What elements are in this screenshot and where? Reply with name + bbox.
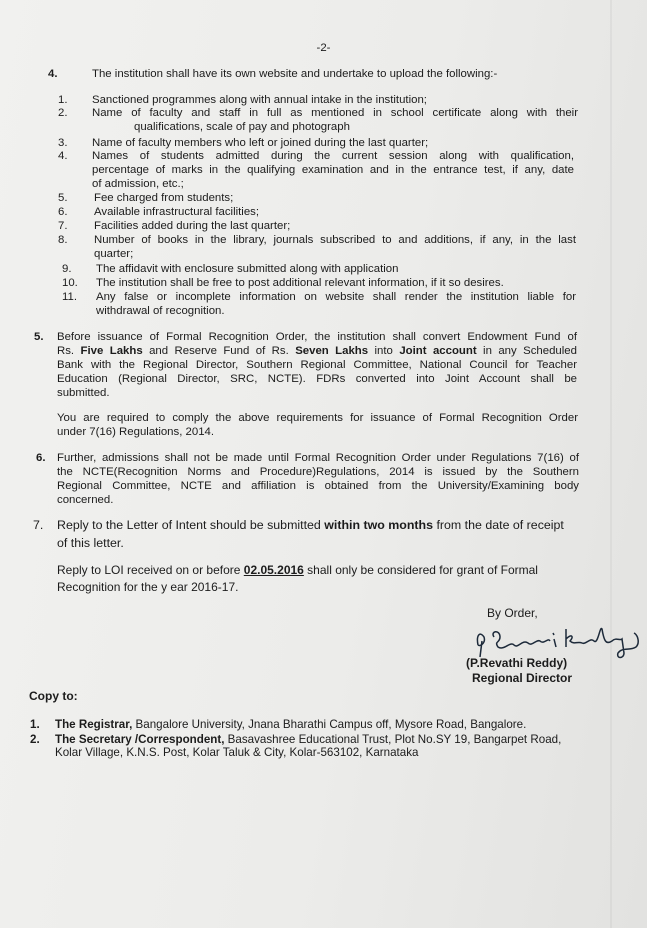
by-order: By Order, xyxy=(487,606,538,620)
list-item-continued: qualifications, scale of pay and photograph xyxy=(134,121,350,133)
list-item-number: 7. xyxy=(58,220,68,232)
clause-5-line: Education (Regional Director, SRC, NCTE). FDRs converted into Joint Account shall be xyxy=(57,373,577,385)
clause-5-line: Before issuance of Formal Recognition Order, the institution shall convert Endowment Fund of xyxy=(57,331,577,343)
list-item-number: 2. xyxy=(58,107,68,119)
list-item-continued: of admission, etc.; xyxy=(92,178,184,190)
list-item-continued: withdrawal of recognition. xyxy=(96,305,225,317)
signatory-name: (P.Revathi Reddy) xyxy=(466,656,568,670)
list-item: Names of students admitted during the current session along with qualification, xyxy=(92,150,574,162)
list-item: Sanctioned programmes along with annual intake in the institution; xyxy=(92,94,427,106)
list-item-number: 11. xyxy=(62,291,77,303)
clause-5-line: Rs. Five Lakhs and Reserve Fund of Rs. Seven Lakhs into Joint account in any Scheduled xyxy=(57,345,577,357)
clause-7-line: of this letter. xyxy=(57,536,124,550)
clause-6-line: Regional Committee, NCTE and affiliation is obtained from the University/Examining body xyxy=(57,480,579,492)
clause-4-intro: The institution shall have its own website and undertake to upload the following:- xyxy=(92,68,498,80)
clause-5-number: 5. xyxy=(34,331,44,343)
list-item: Fee charged from students; xyxy=(94,192,234,204)
clause-4-number: 4. xyxy=(48,68,58,80)
list-item-number: 9. xyxy=(62,263,72,275)
comply-paragraph: You are required to comply the above requirements for issuance of Formal Recognition Order xyxy=(57,412,578,424)
copy-to-number: 2. xyxy=(30,733,40,746)
list-item-number: 6. xyxy=(58,206,68,218)
list-item-number: 5. xyxy=(58,192,68,204)
page-number: -2- xyxy=(316,42,331,54)
list-item: Any false or incomplete information on website shall render the institution liable for xyxy=(96,291,576,303)
list-item: Available infrastructural facilities; xyxy=(94,206,260,218)
clause-6-line: concerned. xyxy=(57,494,114,506)
clause-5-line: Bank with the Regional Director, Southern Regional Committee, National Council for Teacher xyxy=(57,359,577,371)
clause-7-number: 7. xyxy=(33,518,44,532)
list-item-number: 8. xyxy=(58,234,68,246)
paper-fold xyxy=(610,0,612,928)
list-item-number: 10. xyxy=(62,277,78,289)
list-item: Name of faculty and staff in full as mentioned in school certificate along with their xyxy=(92,107,578,119)
list-item-continued: percentage of marks in the qualifying examination and in the entrance test, if any, date xyxy=(92,164,574,176)
copy-to-item-continued: Kolar Village, K.N.S. Post, Kolar Taluk & City, Kolar-563102, Karnataka xyxy=(55,746,419,759)
list-item-number: 4. xyxy=(58,150,68,162)
comply-paragraph: under 7(16) Regulations, 2014. xyxy=(57,426,215,438)
copy-to-item: The Registrar, Bangalore University, Jnana Bharathi Campus off, Mysore Road, Bangalore. xyxy=(55,718,527,731)
list-item-number: 3. xyxy=(58,137,68,149)
list-item-number: 1. xyxy=(58,94,68,106)
clause-6-line: Further, admissions shall not be made until Formal Recognition Order under Regulations 7(16) of xyxy=(57,452,579,464)
signatory-title: Regional Director xyxy=(472,671,573,685)
copy-to-number: 1. xyxy=(30,718,40,731)
reply-paragraph: Recognition for the y ear 2016-17. xyxy=(57,580,239,594)
clause-6-line: the NCTE(Recognition Norms and Procedure)Regulations, 2014 is issued by the Southern xyxy=(57,466,579,478)
list-item-continued: quarter; xyxy=(94,248,134,260)
list-item: Number of books in the library, journals subscribed to and additions, if any, in the last xyxy=(94,234,576,246)
clause-6-number: 6. xyxy=(36,452,46,464)
list-item: Name of faculty members who left or joined during the last quarter; xyxy=(92,137,429,149)
clause-5-line: submitted. xyxy=(57,387,110,399)
list-item: The affidavit with enclosure submitted along with application xyxy=(96,263,399,275)
copy-to-item: The Secretary /Correspondent, Basavashree Educational Trust, Plot No.SY 19, Bangarpet Road, xyxy=(55,733,562,746)
list-item: Facilities added during the last quarter; xyxy=(94,220,291,232)
list-item: The institution shall be free to post additional relevant information, if it so desires. xyxy=(96,277,504,289)
clause-7-line: Reply to the Letter of Intent should be submitted within two months from the date of receipt xyxy=(57,518,564,532)
copy-to-heading: Copy to: xyxy=(29,689,78,703)
reply-paragraph: Reply to LOI received on or before 02.05.2016 shall only be considered for grant of Formal xyxy=(57,563,538,577)
